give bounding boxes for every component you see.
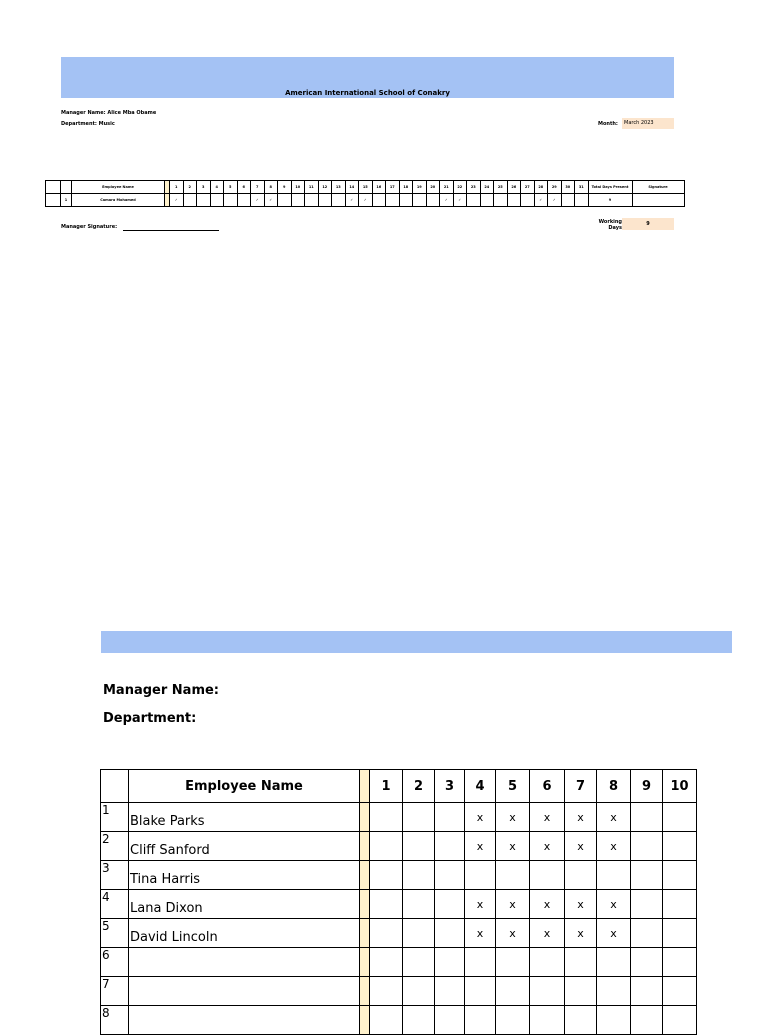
sheet2-day-cell[interactable] [631, 803, 663, 832]
sheet1-day-cell[interactable] [318, 194, 332, 207]
sheet1-header-index [61, 181, 72, 194]
sheet2-table-row [101, 977, 697, 1006]
sheet1-row-blank [46, 194, 61, 207]
sheet2-row-employee-name[interactable] [129, 948, 360, 977]
sheet2-day-cell[interactable]: x [496, 832, 530, 861]
sheet2-day-cell[interactable] [403, 832, 435, 861]
sheet1-header-day: 21 [440, 181, 454, 194]
sheet2-row-employee-name[interactable]: David Lincoln [129, 919, 360, 948]
sheet2-day-cell[interactable] [663, 919, 697, 948]
sheet2-day-cell[interactable]: x [465, 832, 496, 861]
sheet1-day-cell[interactable] [494, 194, 508, 207]
sheet2-day-cell[interactable] [403, 890, 435, 919]
sheet2-day-cell[interactable]: x [496, 890, 530, 919]
sheet2-day-cell[interactable] [435, 1006, 465, 1035]
sheet1-day-cell[interactable]: ✓ [440, 194, 454, 207]
sheet1-day-cell[interactable] [305, 194, 319, 207]
sheet2-day-cell[interactable] [631, 1006, 663, 1035]
sheet1-header-total-days: Total Days Present [588, 181, 632, 194]
sheet2-day-cell[interactable]: x [530, 803, 565, 832]
sheet2-day-cell[interactable] [530, 1006, 565, 1035]
sheet2-day-cell[interactable]: x [565, 803, 597, 832]
sheet2-header-day: 5 [496, 770, 530, 803]
sheet2-table-row [101, 890, 697, 919]
sheet2-day-cell[interactable] [530, 977, 565, 1006]
sheet2-day-cell[interactable]: x [465, 803, 496, 832]
sheet2-day-cell[interactable] [565, 977, 597, 1006]
sheet1-working-days-value[interactable]: 9 [622, 218, 674, 230]
sheet2-day-cell[interactable] [465, 977, 496, 1006]
sheet1-day-cell[interactable] [561, 194, 575, 207]
sheet1-header-day: 1 [170, 181, 184, 194]
sheet2-row-employee-name[interactable]: Cliff Sanford [129, 832, 360, 861]
sheet1-table-row [46, 194, 685, 207]
sheet2-day-cell[interactable] [435, 861, 465, 890]
sheet2-table-row [101, 1006, 697, 1035]
sheet2-header-day: 9 [631, 770, 663, 803]
sheet2-row-employee-name[interactable]: Tina Harris [129, 861, 360, 890]
sheet1-header-day: 5 [224, 181, 238, 194]
sheet2-day-cell[interactable] [465, 1006, 496, 1035]
sheet1-day-cell[interactable]: ✓ [548, 194, 562, 207]
sheet2-day-cell[interactable] [663, 890, 697, 919]
sheet2-day-cell[interactable]: x [597, 803, 631, 832]
sheet2-row-separator [360, 948, 370, 977]
sheet1-day-cell[interactable] [399, 194, 413, 207]
sheet2-day-cell[interactable] [663, 861, 697, 890]
sheet1-header-day: 25 [494, 181, 508, 194]
sheet2-day-cell[interactable] [435, 977, 465, 1006]
sheet2-day-cell[interactable] [465, 861, 496, 890]
sheet2-header-day: 3 [435, 770, 465, 803]
sheet2-day-cell[interactable] [403, 977, 435, 1006]
sheet1-header-day: 15 [359, 181, 373, 194]
sheet1-header-day: 14 [345, 181, 359, 194]
sheet2-day-cell[interactable] [597, 948, 631, 977]
sheet2-day-cell[interactable]: x [597, 919, 631, 948]
sheet1-header-day: 17 [386, 181, 400, 194]
sheet2-day-cell[interactable]: x [597, 890, 631, 919]
sheet2-row-index: 4 [101, 890, 129, 919]
sheet1-working-days-label: Working Days [598, 219, 622, 231]
sheet2-row-separator [360, 803, 370, 832]
sheet1-header-employee-name: Employee Name [72, 181, 165, 194]
sheet2-day-cell[interactable] [403, 919, 435, 948]
sheet2-day-cell[interactable]: x [496, 803, 530, 832]
sheet1-row-total[interactable]: 9 [588, 194, 632, 207]
sheet2-day-cell[interactable] [435, 948, 465, 977]
sheet2-day-cell[interactable] [370, 832, 403, 861]
sheet2-day-cell[interactable] [597, 861, 631, 890]
sheet2-day-cell[interactable] [403, 803, 435, 832]
sheet2-day-cell[interactable]: x [565, 832, 597, 861]
sheet1-row-employee-name[interactable]: Camara Mohamed [72, 194, 165, 207]
sheet2-row-separator [360, 977, 370, 1006]
sheet1-header-blank [46, 181, 61, 194]
sheet1-header-day: 27 [521, 181, 535, 194]
sheet1-header-day: 3 [197, 181, 211, 194]
sheet2-day-cell[interactable] [663, 1006, 697, 1035]
sheet1-day-cell[interactable]: ✓ [359, 194, 373, 207]
sheet2-day-cell[interactable] [435, 803, 465, 832]
sheet1-header-day: 9 [278, 181, 292, 194]
sheet1-row-index: 1 [61, 194, 72, 207]
sheet1-header-day: 19 [413, 181, 427, 194]
sheet1-header-day: 16 [372, 181, 386, 194]
sheet2-day-cell[interactable]: x [465, 919, 496, 948]
sheet2-table-row [101, 861, 697, 890]
sheet2-manager-name-label: Manager Name: [103, 683, 220, 698]
sheet1-school-title: American International School of Conakry [285, 89, 450, 97]
sheet2-table-row [101, 832, 697, 861]
sheet2-day-cell[interactable] [631, 832, 663, 861]
sheet2-row-separator [360, 919, 370, 948]
sheet1-day-cell[interactable] [197, 194, 211, 207]
sheet1-day-cell[interactable]: ✓ [251, 194, 265, 207]
sheet2-day-cell[interactable] [403, 948, 435, 977]
sheet1-day-cell[interactable] [183, 194, 197, 207]
sheet1-header-day: 8 [264, 181, 278, 194]
sheet2-row-index: 1 [101, 803, 129, 832]
sheet2-day-cell[interactable] [530, 948, 565, 977]
sheet1-header-row [46, 181, 685, 194]
sheet1-day-cell[interactable] [426, 194, 440, 207]
sheet2-day-cell[interactable] [435, 832, 465, 861]
sheet2-day-cell[interactable] [631, 948, 663, 977]
sheet2-header-day: 8 [597, 770, 631, 803]
sheet2-row-employee-name[interactable] [129, 977, 360, 1006]
sheet2-day-cell[interactable] [435, 919, 465, 948]
sheet2-day-cell[interactable] [565, 948, 597, 977]
sheet2-day-cell[interactable] [530, 861, 565, 890]
sheet1-day-cell[interactable] [210, 194, 224, 207]
sheet2-day-cell[interactable] [496, 861, 530, 890]
sheet2-day-cell[interactable] [565, 861, 597, 890]
sheet1-header-day: 13 [332, 181, 346, 194]
sheet1-header-day: 6 [237, 181, 251, 194]
sheet2-day-cell[interactable] [631, 919, 663, 948]
sheet1-month-label: Month: [598, 121, 618, 127]
sheet1-day-cell[interactable] [507, 194, 521, 207]
sheet2-header-day: 2 [403, 770, 435, 803]
sheet1-day-cell[interactable] [237, 194, 251, 207]
sheet2-header-day: 4 [465, 770, 496, 803]
sheet1-day-cell[interactable] [386, 194, 400, 207]
sheet2-attendance-table [100, 769, 697, 1035]
sheet1-header-signature: Signature [632, 181, 684, 194]
sheet1-header-day: 7 [251, 181, 265, 194]
sheet2-day-cell[interactable]: x [530, 919, 565, 948]
sheet2-day-cell[interactable] [370, 977, 403, 1006]
sheet2-row-index: 3 [101, 861, 129, 890]
sheet1-day-cell[interactable] [521, 194, 535, 207]
sheet2-row-index: 8 [101, 1006, 129, 1035]
sheet1-header-day: 31 [575, 181, 589, 194]
sheet1-header-day: 30 [561, 181, 575, 194]
sheet2-day-cell[interactable] [403, 1006, 435, 1035]
sheet2-day-cell[interactable] [496, 1006, 530, 1035]
sheet2-row-separator [360, 890, 370, 919]
sheet1-day-cell[interactable] [291, 194, 305, 207]
sheet1-header-day: 18 [399, 181, 413, 194]
sheet1-day-cell[interactable] [467, 194, 481, 207]
sheet1-header-day: 20 [426, 181, 440, 194]
sheet1-day-cell[interactable]: ✓ [264, 194, 278, 207]
sheet2-header-day: 10 [663, 770, 697, 803]
sheet1-header-day: 2 [183, 181, 197, 194]
sheet2-header-index [101, 770, 129, 803]
sheet1-department: Department: Music [61, 121, 115, 127]
sheet2-day-cell[interactable]: x [465, 890, 496, 919]
sheet1-header-day: 24 [480, 181, 494, 194]
sheet2-day-cell[interactable] [597, 977, 631, 1006]
sheet1-manager-signature-label: Manager Signature: [61, 224, 118, 230]
sheet2-day-cell[interactable] [496, 948, 530, 977]
sheet2-row-separator [360, 1006, 370, 1035]
sheet1-day-cell[interactable] [575, 194, 589, 207]
sheet2-day-cell[interactable] [370, 890, 403, 919]
sheet1-attendance-table [45, 180, 685, 207]
sheet1-day-cell[interactable] [224, 194, 238, 207]
sheet2-day-cell[interactable] [631, 890, 663, 919]
sheet2-day-cell[interactable] [370, 1006, 403, 1035]
sheet2-header-day: 1 [370, 770, 403, 803]
sheet2-day-cell[interactable] [663, 803, 697, 832]
sheet2-day-cell[interactable]: x [496, 919, 530, 948]
sheet2-day-cell[interactable] [597, 1006, 631, 1035]
sheet2-day-cell[interactable] [496, 977, 530, 1006]
sheet1-day-cell[interactable] [372, 194, 386, 207]
sheet1-manager-name: Manager Name: Alice Mba Obame [61, 110, 157, 116]
sheet2-day-cell[interactable] [465, 948, 496, 977]
sheet1-month-value[interactable]: March 2023 [622, 118, 674, 129]
sheet2-department-label: Department: [103, 711, 197, 726]
sheet2-day-cell[interactable] [663, 832, 697, 861]
sheet2-day-cell[interactable]: x [565, 919, 597, 948]
sheet2-day-cell[interactable] [663, 948, 697, 977]
sheet2-row-index: 6 [101, 948, 129, 977]
sheet2-header-employee-name: Employee Name [129, 770, 360, 803]
sheet2-row-index: 2 [101, 832, 129, 861]
sheet2-table-row [101, 803, 697, 832]
sheet1-day-cell[interactable]: ✓ [345, 194, 359, 207]
sheet2-row-employee-name[interactable]: Lana Dixon [129, 890, 360, 919]
sheet1-day-cell[interactable]: ✓ [534, 194, 548, 207]
sheet2-day-cell[interactable] [435, 890, 465, 919]
sheet2-table-row [101, 919, 697, 948]
sheet1-day-cell[interactable] [413, 194, 427, 207]
sheet2-day-cell[interactable] [370, 803, 403, 832]
sheet2-row-index: 5 [101, 919, 129, 948]
sheet2-day-cell[interactable]: x [597, 832, 631, 861]
sheet2-header-day: 7 [565, 770, 597, 803]
sheet1-header-day: 10 [291, 181, 305, 194]
sheet1-row-signature[interactable] [632, 194, 684, 207]
sheet2-day-cell[interactable] [370, 861, 403, 890]
sheet1-signature-line[interactable] [123, 230, 219, 231]
sheet2-day-cell[interactable]: x [565, 890, 597, 919]
sheet2-row-separator [360, 861, 370, 890]
sheet1-header-day: 26 [507, 181, 521, 194]
sheet1-header-day: 22 [453, 181, 467, 194]
sheet2-header-day: 6 [530, 770, 565, 803]
sheet2-header-row [101, 770, 697, 803]
sheet1-day-cell[interactable] [480, 194, 494, 207]
sheet1-header-day: 29 [548, 181, 562, 194]
sheet1-header-day: 11 [305, 181, 319, 194]
sheet2-table-row [101, 948, 697, 977]
sheet2-header-separator [360, 770, 370, 803]
sheet1-day-cell[interactable]: ✓ [170, 194, 184, 207]
sheet1-day-cell[interactable] [332, 194, 346, 207]
sheet2-row-employee-name[interactable]: Blake Parks [129, 803, 360, 832]
sheet2-day-cell[interactable] [565, 1006, 597, 1035]
sheet2-banner [101, 631, 732, 653]
sheet2-row-index: 7 [101, 977, 129, 1006]
sheet1-header-day: 12 [318, 181, 332, 194]
sheet1-header-day: 23 [467, 181, 481, 194]
sheet1-header-day: 28 [534, 181, 548, 194]
sheet2-day-cell[interactable] [631, 977, 663, 1006]
sheet2-row-separator [360, 832, 370, 861]
sheet2-day-cell[interactable] [631, 861, 663, 890]
sheet2-day-cell[interactable]: x [530, 832, 565, 861]
sheet2-day-cell[interactable] [370, 948, 403, 977]
sheet2-day-cell[interactable] [663, 977, 697, 1006]
sheet2-day-cell[interactable] [370, 919, 403, 948]
sheet2-day-cell[interactable] [403, 861, 435, 890]
sheet1-header-day: 4 [210, 181, 224, 194]
sheet1-day-cell[interactable]: ✓ [453, 194, 467, 207]
sheet2-row-employee-name[interactable] [129, 1006, 360, 1035]
sheet1-day-cell[interactable] [278, 194, 292, 207]
sheet2-day-cell[interactable]: x [530, 890, 565, 919]
